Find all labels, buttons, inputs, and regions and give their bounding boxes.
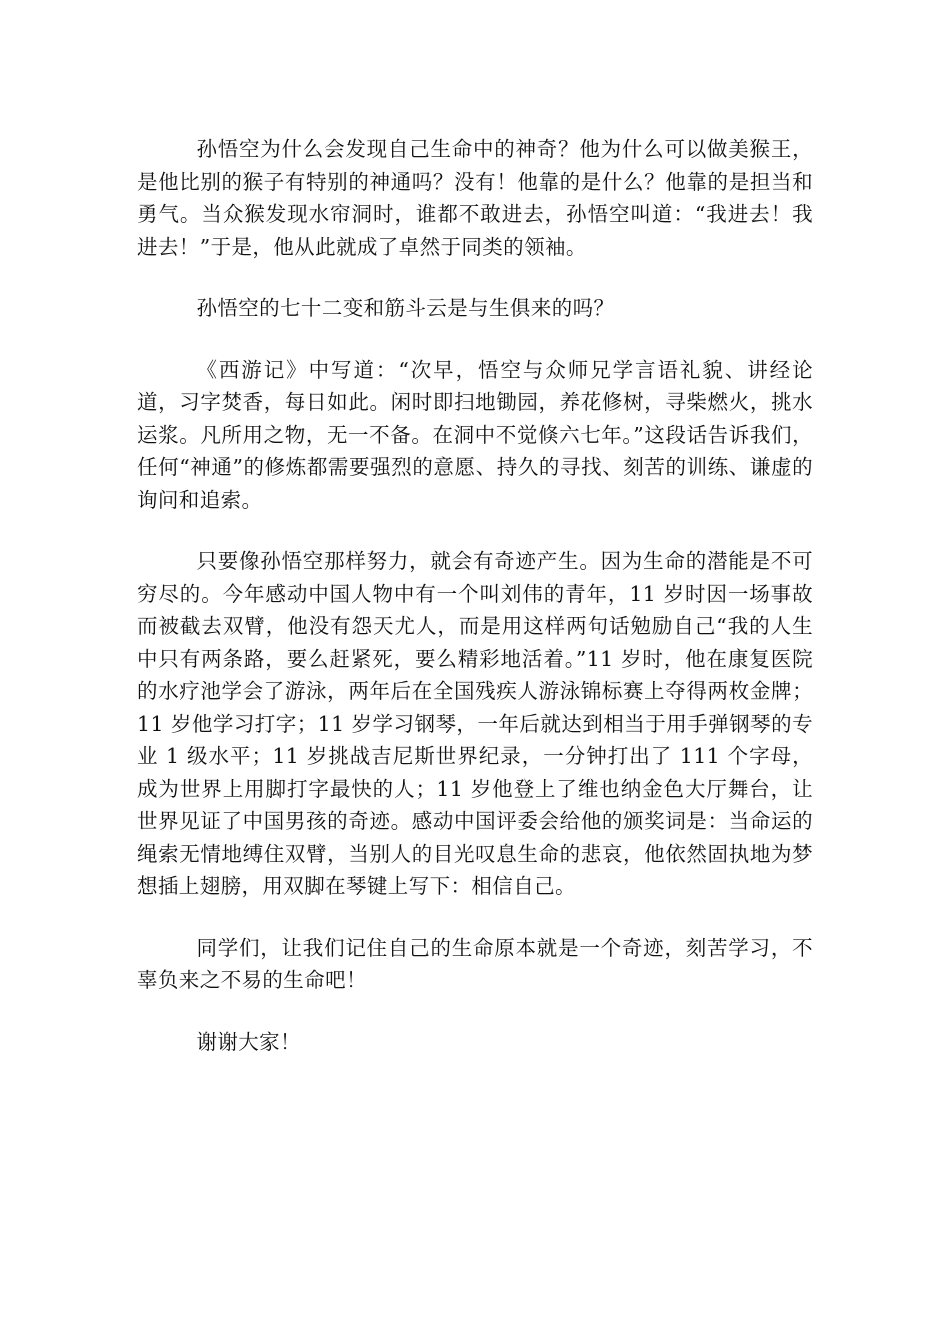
paragraph-journey-to-the-west-quote: 《西游记》中写道：“次早，悟空与众师兄学言语礼貌、讲经论道，习字焚香，每日如此。闲时即扫地锄园，养花修树，寻柴燃火，挑水运浆。凡所用之物，无一不备。在洞中不觉倏六七年。”这段话告诉我们，任何“神通”的修炼都需要强烈的意愿、持久的寻找、刻苦的训练、谦虚的询问和追索。 — [137, 357, 813, 512]
document-body — [137, 133, 813, 1087]
paragraph-thanks: 谢谢大家！ — [196, 1029, 301, 1054]
paragraph-question: 孙悟空的七十二变和筋斗云是与生俱来的吗？ — [196, 296, 615, 320]
paragraph-liu-wei-story: 只要像孙悟空那样努力，就会有奇迹产生。因为生命的潜能是不可穷尽的。今年感动中国人物中有一个叫刘伟的青年，11 岁时因一场事故而被截去双臂，他没有怨天尤人，而是用这样两句话勉励自己“我的人生中只有两条路，要么赶紧死，要么精彩地活着。”11 岁时，他在康复医院的水疗池学会了游泳，两年后在全国残疾人游泳锦标赛上夺得两枚金牌；11 岁他学习打字；11 岁学习钢琴，一年后就达到相当于用手弹钢琴的专业 1 级水平；11 岁挑战吉尼斯世界纪录，一分钟打出了 111 个字母，成为世界上用脚打字最快的人；11 岁他登上了维也纳金色大厅舞台，让世界见证了中国男孩的奇迹。感动中国评委会给他的颁奖词是：当命运的绳索无情地缚住双臂，当别人的目光叹息生命的悲哀，他依然固执地为梦想插上翅膀，用双脚在琴键上写下：相信自己。 — [137, 549, 813, 898]
paragraph-call-to-action: 同学们，让我们记住自己的生命原本就是一个奇迹，刻苦学习，不辜负来之不易的生命吧！ — [137, 935, 813, 992]
paragraph-courage: 孙悟空为什么会发现自己生命中的神奇？他为什么可以做美猴王，是他比别的猴子有特别的神通吗？没有！他靠的是什么？他靠的是担当和勇气。当众猴发现水帘洞时，谁都不敢进去，孙悟空叫道：“我进去！我进去！”于是，他从此就成了卓然于同类的领袖。 — [137, 137, 813, 259]
